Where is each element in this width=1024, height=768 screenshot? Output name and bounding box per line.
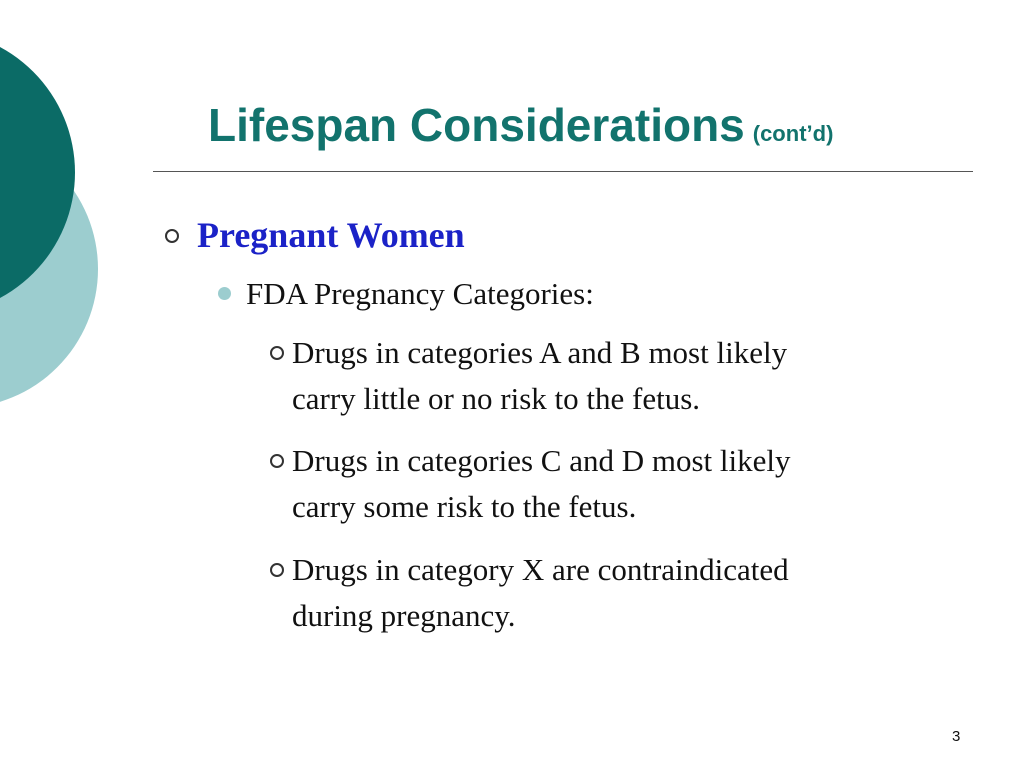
bullet-text-line: Drugs in categories C and D most likely <box>292 443 791 478</box>
bullet-text-line: Drugs in category X are contraindicated <box>292 552 789 587</box>
slide-title <box>208 98 833 152</box>
bullet-text-line: during pregnancy. <box>292 598 516 633</box>
bullet-text-line: carry little or no risk to the fetus. <box>292 381 701 416</box>
bullet-text <box>292 438 900 530</box>
bullet-level2-item <box>218 276 594 312</box>
bullet-text <box>292 547 900 639</box>
subheading-text: FDA Pregnancy Categories: <box>246 276 594 311</box>
bullet-text-line: Drugs in categories A and B most likely <box>292 335 788 370</box>
filled-circle-bullet-icon <box>218 287 231 300</box>
bullet-level1-item <box>165 214 465 256</box>
page-number: 3 <box>952 728 961 745</box>
bullet-level3-item <box>270 547 900 639</box>
bullet-text <box>292 330 900 422</box>
section-heading: Pregnant Women <box>197 215 465 255</box>
hollow-circle-bullet-icon <box>270 454 284 468</box>
hollow-circle-bullet-icon <box>270 563 284 577</box>
bullet-text-line: carry some risk to the fetus. <box>292 489 637 524</box>
title-divider <box>153 171 973 172</box>
title-text: Lifespan Considerations <box>208 99 745 151</box>
bullet-level3-item <box>270 438 900 530</box>
hollow-circle-bullet-icon <box>165 229 179 243</box>
bullet-level3-item <box>270 330 900 422</box>
hollow-circle-bullet-icon <box>270 346 284 360</box>
title-suffix: (cont’d) <box>752 121 834 146</box>
